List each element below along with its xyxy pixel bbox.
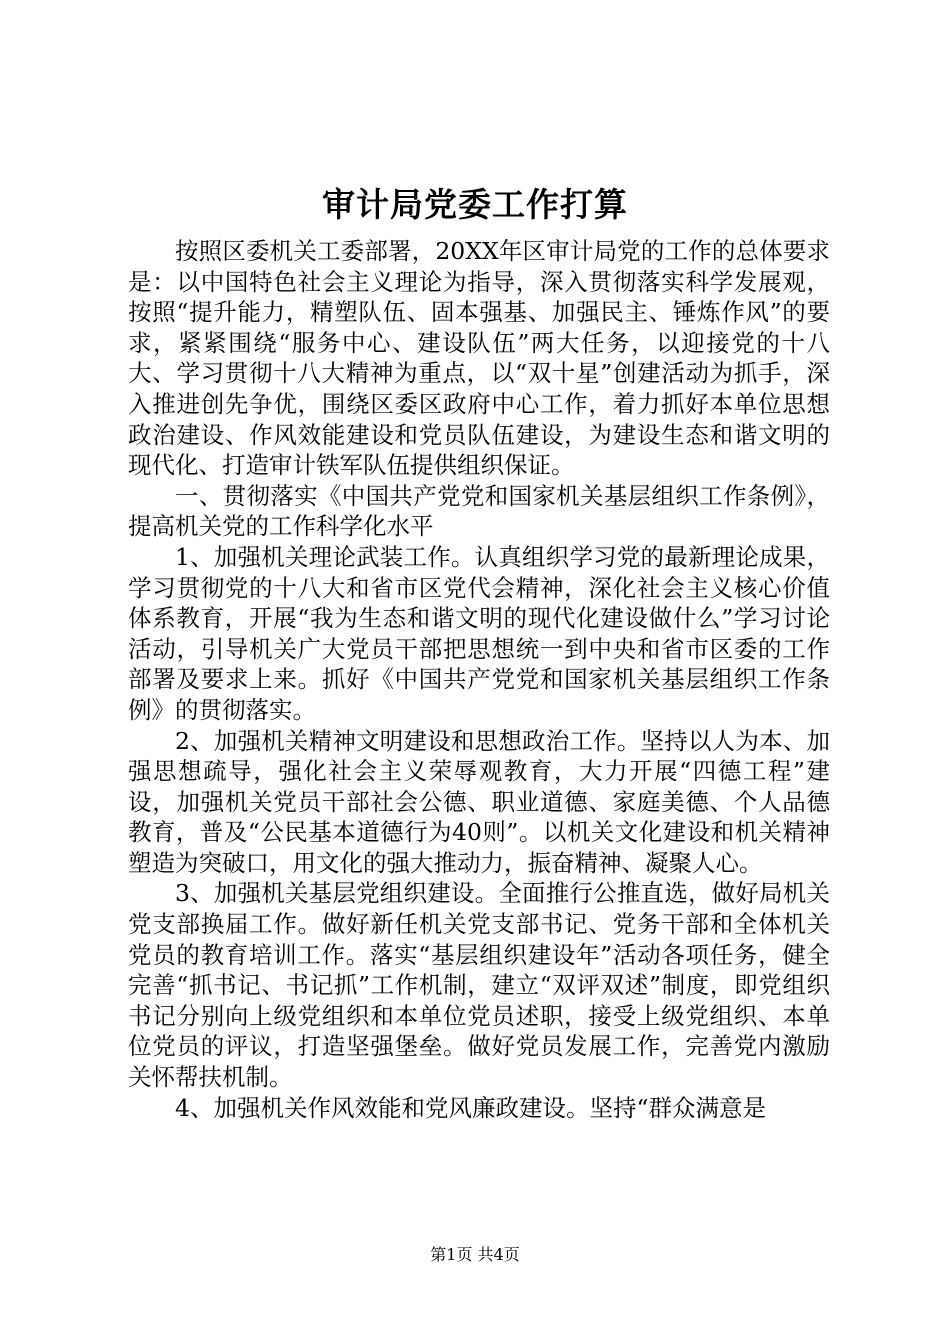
page-number-footer: 第1页 共4页	[430, 1245, 520, 1264]
intro-paragraph: 按照区委机关工委部署，20XX年区审计局党的工作的总体要求是：以中国特色社会主义理论为指导，深入贯彻落实科学发展观，按照“提升能力，精塑队伍、固本强基、加强民主、锤炼作风”的要求，紧紧围绕“服务中心、建设队伍”两大任务，以迎接党的十八大、学习贯彻十八大精神为重点，以“双十星”创建活动为抓手，深入推进创先争优，围绕区委区政府中心工作，着力抓好本单位思想政治建设、作风效能建设和党员队伍建设，为建设生态和谐文明的现代化、打造审计铁军队伍提供组织保证。	[128, 237, 830, 480]
document-body	[128, 236, 830, 1123]
item-paragraph-1: 1、加强机关理论武装工作。认真组织学习党的最新理论成果，学习贯彻党的十八大和省市区党代会精神，深化社会主义核心价值体系教育，开展“我为生态和谐文明的现代化建设做什么”学习讨论活动，引导机关广大党员干部把思想统一到中央和省市区委的工作部署及要求上来。抓好《中国共产党党和国家机关基层组织工作条例》的贯彻落实。	[128, 542, 830, 724]
item-paragraph-3: 3、加强机关基层党组织建设。全面推行公推直选，做好局机关党支部换届工作。做好新任机关党支部书记、党务干部和全体机关党员的教育培训工作。落实“基层组织建设年”活动各项任务，健全完善“抓书记、书记抓”工作机制，建立“双评双述”制度，即党组织书记分别向上级党组织和本单位党员述职，接受上级党组织、本单位党员的评议，打造坚强堡垒。做好党员发展工作，完善党内激励关怀帮扶机制。	[128, 879, 830, 1092]
section-heading-1: 一、贯彻落实《中国共产党党和国家机关基层组织工作条例》，提高机关党的工作科学化水平	[128, 481, 830, 541]
document-title: 审计局党委工作打算	[322, 185, 628, 224]
item-paragraph-2: 2、加强机关精神文明建设和思想政治工作。坚持以人为本、加强思想疏导，强化社会主义荣辱观教育，大力开展“四德工程”建设，加强机关党员干部社会公德、职业道德、家庭美德、个人品德教育，普及“公民基本道德行为40则”。以机关文化建设和机关精神塑造为突破口，用文化的强大推动力，振奋精神、凝聚人心。	[128, 726, 830, 877]
item-paragraph-4: 4、加强机关作风效能和党风廉政建设。坚持“群众满意是	[175, 1093, 766, 1122]
